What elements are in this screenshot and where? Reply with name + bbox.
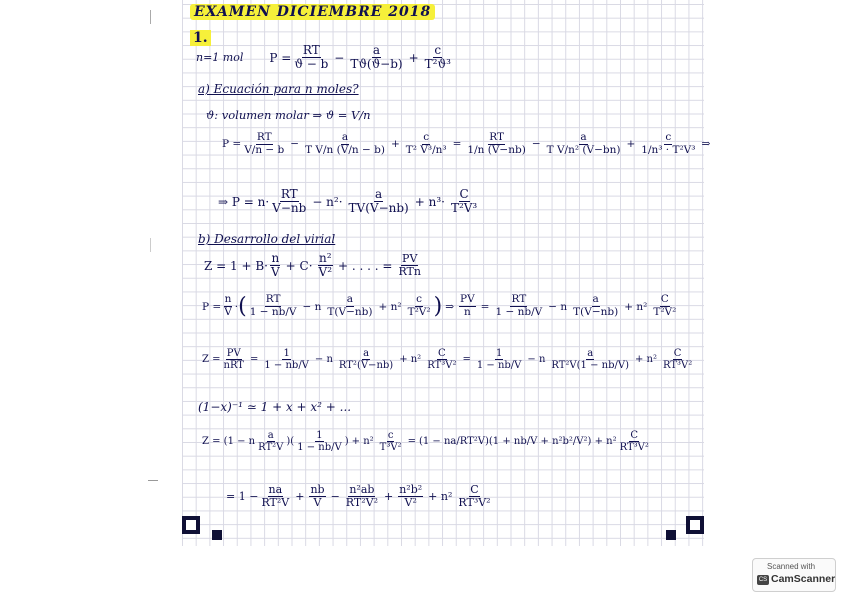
term-fraction: $\frac{RT}{1 - nb/V}$ bbox=[495, 293, 543, 318]
term-fraction: $\frac{RT}{V/n - b}$ bbox=[244, 131, 285, 156]
term-fraction: $\frac{1}{1 - nb/V}$ bbox=[264, 348, 309, 371]
geometric-series: (1−x)⁻¹ ≃ 1 + x + x² + ... bbox=[198, 400, 352, 414]
scan-margin-mark bbox=[150, 238, 151, 252]
term-fraction: $\frac{RT}{1/n (V-nb)}$ bbox=[467, 131, 526, 156]
term-fraction: $\frac{C}{\text{T²V³}}$ bbox=[450, 187, 478, 216]
z-final-expansion: = 1 − $\frac{na}{\text{RT²V}}$ + $\frac{nb}{V}$ − $\frac{\text{n²ab}}{\text{RT²V²}}$ + $\frac{\text{n²b²}}{\text{V²}}$ + n² $\frac{C}{\text{RT³V²}}$ bbox=[226, 483, 491, 510]
page-title: EXAMEN DICIEMBRE 2018 bbox=[190, 4, 435, 20]
term-fraction: $\frac{n}{V}$ bbox=[270, 251, 280, 280]
term-fraction: $\frac{PV}{\text{nRT}}$ bbox=[223, 348, 244, 371]
term-fraction: $\frac{a}{T(V-nb)}$ bbox=[327, 293, 373, 318]
scan-square-marker bbox=[212, 530, 222, 540]
equation-n-moles-expanded: P = $\frac{RT}{V/n - b}$ − $\frac{a}{\text{T V/n (V/n − b)}}$ + $\frac{c}{\text{T² V³/n³}}$ = $\frac{RT}{1/n (V-nb)}$ − $\frac{a}{\text{T V/n² (V−bn)}}$ + $\frac{c}{\text{1/n³ · T²V³}}$ ⇒ bbox=[222, 131, 711, 156]
equation-n-moles-result: ⇒ P = n· $\frac{RT}{V-nb}$ − n²· $\frac{a}{TV(V-nb)}$ + n³· $\frac{C}{\text{T²V³}}$ bbox=[218, 187, 478, 216]
term-fraction: $\frac{\text{n²ab}}{\text{RT²V²}}$ bbox=[345, 483, 378, 510]
section-b-heading: b) Desarrollo del virial bbox=[198, 232, 336, 246]
scanner-watermark bbox=[752, 558, 836, 592]
scan-square-marker bbox=[666, 530, 676, 540]
term-fraction: $\frac{1}{1 - nb/V}$ bbox=[476, 348, 522, 371]
term-fraction: $\frac{na}{\text{RT²V}}$ bbox=[261, 483, 290, 510]
term-fraction: $\frac{c}{\text{T²V²}}$ bbox=[407, 293, 431, 318]
term-fraction: $\frac{\text{n²b²}}{\text{V²}}$ bbox=[399, 483, 423, 510]
section-a-heading: a) Ecuación para n moles? bbox=[198, 82, 359, 96]
problem-number: 1. bbox=[190, 30, 211, 46]
term-fraction: $\frac{a}{TV(V-nb)}$ bbox=[348, 187, 409, 216]
pressure-rewrite: P = $\frac{n}{V}$ · ( $\frac{RT}{1 - nb/V}$ − n $\frac{a}{T(V-nb)}$ + n² $\frac{c}{\text{T²V²}}$ ) ⇒ $\frac{PV}{n}$ = $\frac{RT}{1 - nb/V}$ − n $\frac{a}{T(V-nb)}$ + n² $\frac{C}{\text{T²V²}}$ bbox=[202, 293, 677, 319]
term-fraction: $\frac{a}{T(V-nb)}$ bbox=[573, 293, 619, 318]
scan-corner-marker bbox=[182, 516, 200, 534]
term-fraction: $\frac{a}{\text{T V/n (V/n − b)}}$ bbox=[305, 131, 385, 156]
term-fraction: $\frac{nb}{V}$ bbox=[310, 483, 325, 510]
term-fraction: $\frac{a}{Tϑ(ϑ-b)}$ bbox=[350, 43, 403, 72]
term-fraction: $\frac{1}{1 - nb/V}$ bbox=[297, 430, 342, 453]
camscanner-logo-icon: CS bbox=[758, 577, 768, 583]
term-fraction: $\frac{a}{\text{RT²(V−nb)}}$ bbox=[338, 348, 394, 371]
term-fraction: $\frac{C}{\text{RT³V²}}$ bbox=[427, 348, 457, 371]
eq-lhs: P = bbox=[269, 50, 292, 65]
term-fraction: $\frac{C}{\text{RT³V²}}$ bbox=[458, 483, 491, 510]
term-fraction: $\frac{c}{\text{T² V³/n³}}$ bbox=[405, 131, 447, 156]
term-fraction: $\frac{C}{\text{RT³V²}}$ bbox=[663, 348, 693, 371]
scan-margin-mark bbox=[148, 480, 158, 481]
term-fraction: $\frac{\text{n²}}{\text{V²}}$ bbox=[318, 251, 333, 280]
watermark-brand: CamScanner bbox=[771, 573, 836, 585]
scan-corner-marker bbox=[686, 516, 704, 534]
term-fraction: $\frac{n}{V}$ bbox=[224, 293, 232, 318]
scan-margin-mark bbox=[150, 10, 151, 24]
term-fraction: $\frac{a}{\text{T V/n² (V−bn)}}$ bbox=[546, 131, 621, 156]
notebook-page bbox=[182, 0, 711, 546]
term-fraction: $\frac{a}{\text{RT²V}}$ bbox=[258, 430, 284, 453]
molar-volume-note: ϑ: volumen molar ⇒ ϑ = V/n bbox=[206, 108, 371, 122]
watermark-caption: Scanned with bbox=[767, 562, 816, 571]
term-fraction: $\frac{RT}{V-nb}$ bbox=[272, 187, 307, 216]
z-expansion: Z = (1 − n $\frac{a}{\text{RT²V}}$ )( $\frac{1}{1 - nb/V}$ ) + n² $\frac{c}{\text{T³V²}}$ = (1 − na/RT²V)(1 + nb/V + n²b²/V²) + n² $\frac{C}{\text{RT³V²}}$ bbox=[202, 430, 649, 453]
equation-state: n=1 mol P = $\frac{RT}{ϑ - b}$ − $\frac{a}{Tϑ(ϑ-b)}$ + $\frac{c}{\text{T²ϑ³}}$ bbox=[196, 43, 451, 72]
term-fraction: $\frac{PV}{n}$ bbox=[460, 293, 475, 318]
term-fraction: $\frac{PV}{\text{RTn}}$ bbox=[398, 252, 421, 279]
given-moles: n=1 mol bbox=[196, 51, 244, 65]
term-fraction: $\frac{a}{\text{RT²V(1 − nb/V)}}$ bbox=[551, 348, 629, 371]
term-fraction: $\frac{c}{\text{1/n³ · T²V³}}$ bbox=[641, 131, 696, 156]
virial-expansion: Z = 1 + B· $\frac{n}{V}$ + C· $\frac{\text{n²}}{\text{V²}}$ + . . . . = $\frac{PV}{\text{RTn}}$ bbox=[204, 251, 421, 280]
compressibility-factor: Z = $\frac{PV}{\text{nRT}}$ = $\frac{1}{1 - nb/V}$ − n $\frac{a}{\text{RT²(V−nb)}}$ + n² $\frac{C}{\text{RT³V²}}$ = $\frac{1}{1 - nb/V}$ − n $\frac{a}{\text{RT²V(1 − nb/V)}}$ + n² $\frac{C}{\text{RT³V²}}$ bbox=[202, 348, 693, 371]
term-fraction: $\frac{C}{\text{RT³V²}}$ bbox=[619, 430, 649, 453]
term-fraction: $\frac{RT}{1 - nb/V}$ bbox=[249, 293, 297, 318]
term-fraction: $\frac{c}{\text{T²ϑ³}}$ bbox=[424, 43, 451, 72]
term-fraction: $\frac{C}{\text{T²V²}}$ bbox=[653, 293, 677, 318]
term-fraction: $\frac{c}{\text{T³V²}}$ bbox=[379, 430, 402, 453]
term-fraction: $\frac{RT}{ϑ - b}$ bbox=[294, 43, 329, 72]
